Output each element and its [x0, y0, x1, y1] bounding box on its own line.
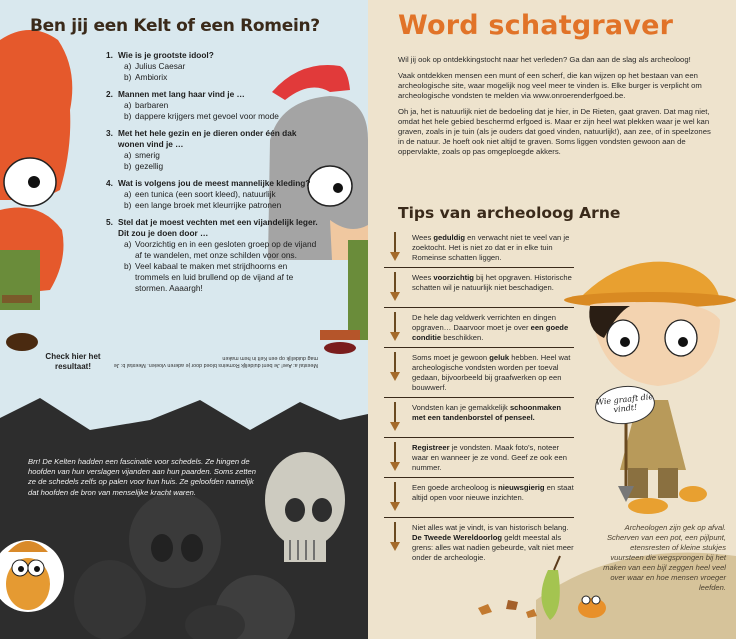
tip-bold: schoonmaken met een tandenborstel of penseel.	[412, 403, 561, 422]
tip-bold: De Tweede Wereldoorlog	[412, 533, 503, 542]
paragraph: Oh ja, het is natuurlijk niet de bedoeling dat je hier, in De Rieten, gaat graven. Dat mag niet, omdat het hele gebied beschermd erfgoed is. Maar er zijn heel wat plekken waar je wel kan graven, zoals in je tuin (als je ouders dat goed vinden, natuurlijk!), aan zee, of in speelzones in de natuur. Je hoeft ook niet altijd te graven. Soms liggen vondsten gewoon aan de oppervlakte, zoals op pas omgeploegde akkers.	[398, 107, 711, 156]
question-text: Wat is volgens jou de meest mannelijke kleding?	[118, 178, 311, 188]
right-page	[368, 0, 736, 639]
option-text: een tunica (een soort kleed), natuurlijk	[135, 189, 276, 199]
option-text: gezellig	[135, 161, 164, 171]
trowel-icon	[388, 402, 402, 432]
tip-bold: voorzichtig	[433, 273, 474, 282]
intro-text	[398, 55, 716, 163]
tip-pre: De hele dag veldwerk verrichten en dingen opgraven… Daarvoor moet je over	[412, 313, 556, 332]
tip-bold: een goede conditie	[412, 323, 569, 342]
tip-post: je vondsten. Maak foto's, noteer waar en wanneer je ze vond. Geef ze ook een nummer.	[412, 443, 567, 472]
tip-item	[384, 350, 574, 398]
celt-character	[0, 30, 72, 351]
question-text: Met het hele gezin en je dieren onder één dak wonen vind je …	[118, 128, 297, 149]
tip-bold: geluk	[489, 353, 510, 362]
question-text: Stel dat je moest vechten met een vijandelijk leger. Dit zou je doen door …	[118, 217, 318, 238]
tip-post: bij het opgraven. Historische schatten wil je natuurlijk niet beschadigen.	[412, 273, 572, 292]
paragraph: Vaak ontdekken mensen een munt of een scherf, die kan wijzen op het bestaan van een archeologische site, waar mogelijk nog veel meer te vinden is. Elke burger is verplicht om archeologische vondsten te melden via www.onroerenderfgoed.be.	[398, 71, 702, 100]
tip-item	[384, 230, 574, 268]
option-letter: b)	[124, 261, 132, 271]
tip-item	[384, 400, 574, 438]
question-number: 1.	[106, 50, 113, 60]
quiz-question	[106, 89, 318, 122]
tip-post: en verwacht niet te veel van je zoektocht. Het is niet zo dat er in elke tuin Romeinse schatten liggen.	[412, 233, 570, 262]
tip-pre: Wees	[412, 273, 434, 282]
question-text: Wie is je grootste idool?	[118, 50, 214, 60]
question-number: 4.	[106, 178, 113, 188]
option-text: Ambiorix	[135, 72, 168, 82]
skull-caption: Brr! De Kelten hadden een fascinatie voor schedels. Ze hingen de hoofden van hun verslagen vijanden aan hun paarden. Soms zetten ze de schedels zelfs op palen voor hun huis. Ze geloofden namelijk dat hoofden de bron van menselijke kracht waren.	[28, 457, 256, 497]
speech-bubble: Wie graaft die vindt!	[593, 383, 657, 427]
option-text: dappere krijgers met gevoel voor mode	[135, 111, 279, 121]
tip-item	[384, 440, 574, 478]
question-number: 5.	[106, 217, 113, 227]
tip-post: geldt meestal als grens: alles wat nadien gebeurde, valt niet meer onder de archeologie.	[412, 533, 574, 562]
trowel-icon	[388, 352, 402, 382]
tips-title: Tips van archeoloog Arne	[398, 204, 621, 222]
page-title-right: Word schatgraver	[398, 10, 674, 41]
quiz-question	[106, 128, 318, 172]
tip-bold: geduldig	[433, 233, 466, 242]
paragraph: Wil jij ook op ontdekkingstocht naar het verleden? Ga dan aan de slag als archeoloog!	[398, 55, 691, 64]
option-text: Veel kabaal te maken met strijdhoorns en trommels en luid brullend op de vijand af te stormen. Aaaargh!	[135, 261, 294, 293]
option-letter: b)	[124, 200, 132, 210]
trowel-icon	[388, 272, 402, 302]
tip-pre: Vondsten kan je gemakkelijk	[412, 403, 510, 412]
tip-pre: Wees	[412, 233, 434, 242]
quiz-question	[106, 50, 318, 83]
trowel-icon	[388, 522, 402, 552]
pottery-shards	[478, 600, 537, 618]
quiz-question	[106, 178, 318, 211]
option-text: barbaren	[135, 100, 169, 110]
option-letter: b)	[124, 72, 132, 82]
option-letter: a)	[124, 239, 132, 249]
tips-list	[384, 230, 574, 569]
question-text: Mannen met lang haar vind je …	[118, 89, 245, 99]
tip-item	[384, 520, 574, 567]
question-number: 2.	[106, 89, 113, 99]
upside-down-answers: Meestal a: Ave! Je bent duidelijk Romeins bloed door je aderen vloeien. Meestal b: Je mag duidelijk op een Kelt in hem maken	[113, 355, 318, 368]
option-text: Julius Caesar	[135, 61, 186, 71]
page-title-left: Ben jij een Kelt of een Romein?	[30, 16, 320, 36]
option-text: Voorzichtig en in een gesloten groep op de vijand af te wandelen, met onze schilden voor ons.	[135, 239, 317, 260]
archeologist-character	[564, 262, 736, 514]
option-text: smerig	[135, 150, 160, 160]
tip-post: hebben. Heel wat archeologische vondsten worden per toeval gedaan, bijvoorbeeld bij graafwerken op een bouwwerf.	[412, 353, 571, 392]
trowel-icon	[388, 442, 402, 472]
tip-post: en staat altijd open voor nieuwe inzichten.	[412, 483, 574, 502]
trowel-icon	[388, 482, 402, 512]
tip-item	[384, 270, 574, 308]
tip-bold: Registreer	[412, 443, 450, 452]
tip-pre: Niet alles wat je vindt, is van historisch belang.	[412, 523, 569, 532]
trowel-icon	[388, 312, 402, 342]
option-letter: b)	[124, 111, 132, 121]
trowel-icon	[388, 232, 402, 262]
option-letter: a)	[124, 61, 132, 71]
option-letter: a)	[124, 150, 132, 160]
quiz-question	[106, 217, 318, 294]
question-number: 3.	[106, 128, 113, 138]
tip-item	[384, 480, 574, 518]
option-letter: a)	[124, 100, 132, 110]
tip-pre: Soms moet je gewoon	[412, 353, 490, 362]
quiz	[106, 50, 318, 300]
option-letter: b)	[124, 161, 132, 171]
option-text: een lange broek met kleurrijke patronen	[135, 200, 282, 210]
archeology-rubbish-caption: Archeologen zijn gek op afval. Scherven van een pot, een pijlpunt, etensresten of kleine stukjes vuursteen die wegsprongen bij het maken van een bijl zeggen heel veel over waar en hoe mensen vroeger leefden.	[603, 523, 726, 592]
option-letter: a)	[124, 189, 132, 199]
tip-item	[384, 310, 574, 348]
tip-pre: Een goede archeoloog is	[412, 483, 499, 492]
tip-post: beschikken.	[441, 333, 484, 342]
tip-bold: nieuwsgierig	[498, 483, 545, 492]
check-results-label: Check hier het resultaat!	[45, 352, 101, 371]
